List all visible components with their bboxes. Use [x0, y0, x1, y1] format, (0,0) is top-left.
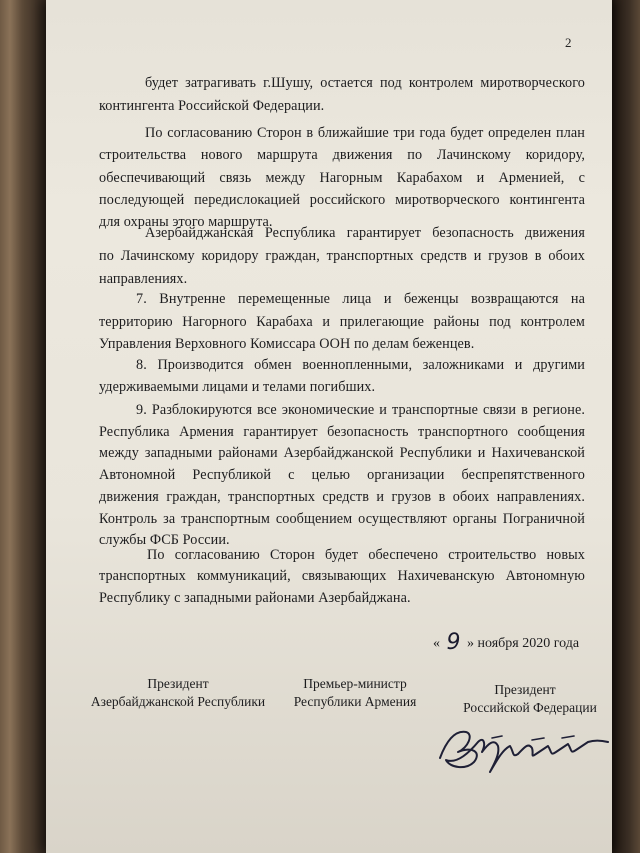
paragraph-6-line-3: между западными районами Азербайджанской Республики и Нахичеванской	[99, 445, 585, 462]
paragraph-7-line-1: По согласованию Сторон будет обеспечено строительство новых	[147, 547, 585, 563]
paragraph-4-line-3: Управления Верховного Комиссара ООН по делам беженцев.	[99, 336, 475, 352]
paragraph-4-line-1: 7. Внутренне перемещенные лица и беженцы возвращаются на	[136, 291, 585, 307]
paragraph-4-line-2: территорию Нагорного Карабаха и прилегающие районы под контролем	[99, 313, 585, 330]
signatory-3-title: Президент	[494, 682, 556, 697]
paragraph-1-line-2: контингента Российской Федерации.	[99, 97, 325, 114]
paragraph-6-line-6: Контроль за транспортным сообщением осуществляют органы Пограничной	[99, 510, 585, 527]
date-day: 9	[446, 630, 461, 655]
date-rest: ноября 2020 года	[477, 636, 580, 651]
paragraph-6-line-2: Республика Армения гарантирует безопасность транспортного сообщения	[99, 423, 585, 440]
paragraph-2-line-1: По согласованию Сторон в ближайшие три года будет определен план	[145, 125, 585, 141]
date-close-quote: »	[467, 636, 474, 651]
paragraph-1-line-1: будет затрагивать г.Шушу, остается под контролем миротворческого	[145, 75, 585, 91]
paragraph-2-line-2: строительства нового маршрута движения по Лачинскому коридору,	[99, 147, 585, 164]
paragraph-3-line-1: Азербайджанская Республика гарантирует безопасность движения	[145, 225, 585, 241]
signatory-1-title: Президент	[147, 676, 209, 691]
paragraph-5-line-2: удерживаемыми лицами и телами погибших.	[99, 378, 376, 395]
signatory-2-country: Республики Армения	[293, 694, 417, 709]
paragraph-6-line-4: Автономной Республикой с целью организации беспрепятственного	[99, 467, 585, 484]
date-open-quote: «	[433, 636, 440, 651]
page-number: 2	[565, 35, 572, 50]
paragraph-3-line-3: направлениях.	[99, 270, 188, 287]
paragraph-3-line-2: по Лачинскому коридору граждан, транспортных средств и грузов в обоих	[99, 247, 585, 264]
signatory-1-country: Азербайджанской Республики	[90, 694, 266, 709]
paragraph-6-line-5: движения граждан, транспортных средств и грузов в обоих направлениях.	[99, 488, 585, 505]
paragraph-7-line-3: Республику с западными районами Азербайджана.	[99, 589, 411, 606]
paragraph-6-line-7: службы ФСБ России.	[99, 532, 230, 549]
paragraph-6-line-1: 9. Разблокируются все экономические и транспортные связи в регионе.	[136, 402, 585, 418]
paragraph-5-line-1: 8. Производится обмен военнопленными, заложниками и другими	[136, 357, 585, 373]
signatory-2-title: Премьер-министр	[303, 676, 407, 691]
paragraph-2-line-3: обеспечивающий связь между Нагорным Карабахом и Арменией, с	[99, 169, 585, 186]
document-date	[433, 628, 579, 653]
paragraph-7-line-2: транспортных коммуникаций, связывающих Нахичеванскую Автономную	[99, 568, 585, 585]
handwritten-signature	[432, 712, 612, 782]
signatory-3-country: Российской Федерации	[463, 700, 597, 715]
paragraph-2-line-4: последующей передислокацией российского миротворческого контингента	[99, 191, 585, 208]
background-edge	[612, 0, 640, 853]
paragraph-2-line-5: для охраны этого маршрута.	[99, 214, 273, 231]
